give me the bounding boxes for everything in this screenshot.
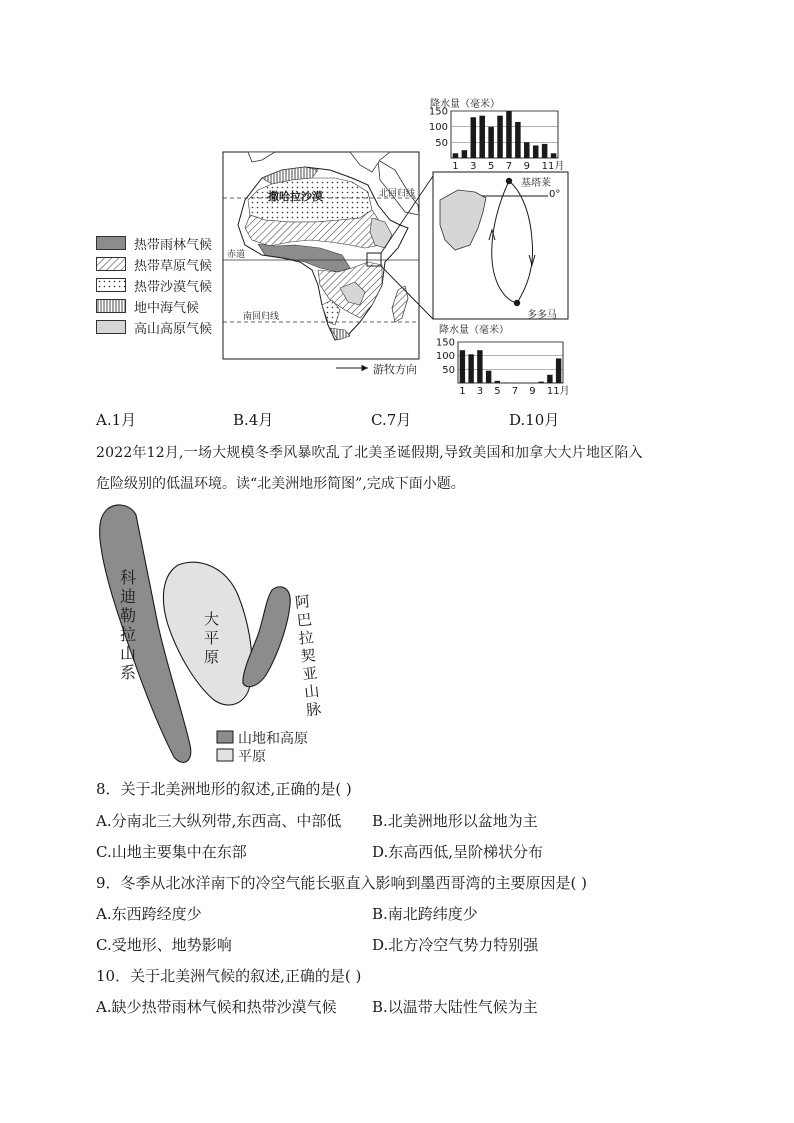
rain-chart-bottom-bar	[495, 381, 500, 383]
rain-chart-top-bar	[551, 153, 557, 158]
rain-chart-top-bar	[471, 117, 477, 158]
rain-chart-bottom-xtick: 11月	[546, 386, 570, 397]
rain-chart-top-bar	[462, 150, 468, 158]
rain-chart-top-bar	[453, 153, 459, 158]
question-9-option-b[interactable]: B.南北跨纬度少	[372, 905, 478, 923]
rain-chart-top-bar	[488, 127, 494, 158]
legend-label-rainforest: 热带雨林气候	[134, 238, 213, 253]
question-9-stem: 9．冬季从北冰洋南下的冷空气能长驱直入影响到墨西哥湾的主要原因是( )	[96, 874, 588, 892]
question-9-option-c[interactable]: C.受地形、地势影响	[96, 936, 232, 954]
rain-chart-bottom-bar	[486, 371, 491, 383]
north-america-figure	[0, 495, 794, 775]
latitude-label: 0°	[549, 189, 561, 200]
legend-swatch-savanna	[96, 257, 126, 271]
rain-chart-bottom-bar	[460, 350, 465, 383]
question-10-option-b[interactable]: B.以温带大陆性气候为主	[372, 998, 538, 1016]
legend-label-mountain: 山地和高原	[238, 731, 308, 747]
legend-swatch-desert	[96, 278, 126, 292]
intro-line-2: 危险级别的低温环境。读“北美洲地形简图”,完成下面小题。	[96, 476, 465, 492]
rain-chart-top-bar	[533, 145, 539, 158]
question-8-option-c[interactable]: C.山地主要集中在东部	[96, 843, 247, 861]
rain-chart-top-ytick: 50	[435, 137, 448, 149]
question-8-option-b[interactable]: B.北美洲地形以盆地为主	[372, 812, 538, 830]
q7-option-b[interactable]: B.4月	[233, 411, 274, 429]
legend-label-desert: 热带沙漠气候	[134, 280, 213, 295]
rain-chart-bottom-ytick: 150	[435, 337, 455, 349]
legend-label-plain: 平原	[238, 749, 266, 765]
rain-chart-top-title: 降水量（毫米）	[430, 99, 500, 110]
rain-chart-bottom-bar	[468, 354, 473, 383]
rain-chart-bottom-xtick: 9	[529, 386, 536, 397]
africa-figure	[0, 0, 794, 410]
rain-chart-top-bar	[524, 142, 530, 158]
question-9-option-a[interactable]: A.东西跨经度少	[96, 905, 202, 923]
rain-chart-top-bar	[506, 111, 512, 158]
rain-chart-bottom-bar	[503, 382, 508, 383]
rain-chart-top-xtick: 11月	[541, 161, 565, 172]
arrow-legend-label: 游牧方向	[373, 363, 417, 376]
rain-chart-top	[429, 107, 564, 173]
q7-option-d[interactable]: D.10月	[509, 411, 560, 429]
rain-chart-top-bar	[542, 144, 548, 158]
legend-label-savanna: 热带草原气候	[134, 259, 213, 274]
legend-swatch-mediterranean	[96, 299, 126, 313]
rain-chart-top-xtick: 5	[487, 161, 495, 172]
rain-chart-top-ytick: 100	[428, 122, 448, 134]
rain-chart-top-bar	[515, 122, 521, 158]
question-9-option-d[interactable]: D.北方冷空气势力特别强	[372, 936, 539, 954]
question-8-option-d[interactable]: D.东高西低,呈阶梯状分布	[372, 843, 544, 861]
legend-swatch-rainforest	[96, 236, 126, 250]
kitale-label: 基塔莱	[521, 178, 551, 189]
q7-option-a[interactable]: A.1月	[96, 411, 137, 429]
dodoma-label: 多多马	[527, 310, 557, 321]
rain-chart-top-xtick: 3	[470, 161, 477, 172]
appalachian-label: 阿巴拉契亚山脉	[294, 592, 323, 720]
rain-chart-bottom-bar	[556, 358, 561, 383]
rain-chart-bottom-ytick: 50	[442, 364, 455, 376]
sahara-label: 撒哈拉沙漠	[268, 190, 323, 203]
africa-figure-svg	[0, 0, 794, 410]
equator-label: 赤道	[227, 250, 246, 260]
rain-chart-bottom-bar	[538, 382, 543, 383]
rain-chart-bottom-ytick: 100	[435, 351, 455, 363]
rain-chart-top-xtick: 9	[523, 161, 530, 172]
rain-chart-top-xtick: 7	[505, 161, 513, 172]
legend-label-highland: 高山高原气候	[134, 322, 213, 337]
rain-chart-bottom-xtick: 5	[494, 386, 501, 397]
legend-swatch-plain	[217, 749, 233, 761]
rain-chart-bottom	[436, 338, 570, 398]
question-8-option-a[interactable]: A.分南北三大纵列带,东西高、中部低	[96, 812, 342, 830]
question-10-option-a[interactable]: A.缺少热带雨林气候和热带沙漠气候	[96, 998, 337, 1016]
legend-swatch-mountain	[217, 731, 233, 743]
tropic-north-label: 北回归线	[379, 189, 416, 199]
tropic-south-label: 南回归线	[243, 312, 280, 322]
rain-chart-bottom-xtick: 7	[511, 386, 519, 397]
legend-label-mediterranean: 地中海气候	[134, 301, 200, 316]
question-8-stem: 8．关于北美洲地形的叙述,正确的是( )	[96, 780, 352, 798]
rain-chart-top-xtick: 1	[452, 161, 459, 172]
cordillera-label: 科迪勒拉山系	[120, 568, 137, 682]
rain-chart-bottom-bar	[477, 350, 482, 383]
rain-chart-bottom-title: 降水量（毫米）	[439, 325, 509, 336]
rain-chart-bottom-bar	[547, 375, 552, 383]
q7-option-c[interactable]: C.7月	[371, 411, 412, 429]
rain-chart-top-bar	[497, 116, 503, 158]
rain-chart-bottom-xtick: 3	[476, 386, 484, 397]
question-10-stem: 10．关于北美洲气候的叙述,正确的是( )	[96, 967, 362, 985]
plain-label: 大平原	[204, 610, 220, 666]
legend-swatch-highland	[96, 320, 126, 334]
rain-chart-top-bar	[479, 116, 485, 158]
rain-chart-bottom-xtick: 1	[459, 386, 466, 397]
intro-line-1: 2022年12月,一场大规模冬季风暴吹乱了北美圣诞假期,导致美国和加拿大大片地区陷入	[96, 445, 643, 461]
rain-chart-top-ytick: 150	[428, 106, 448, 118]
